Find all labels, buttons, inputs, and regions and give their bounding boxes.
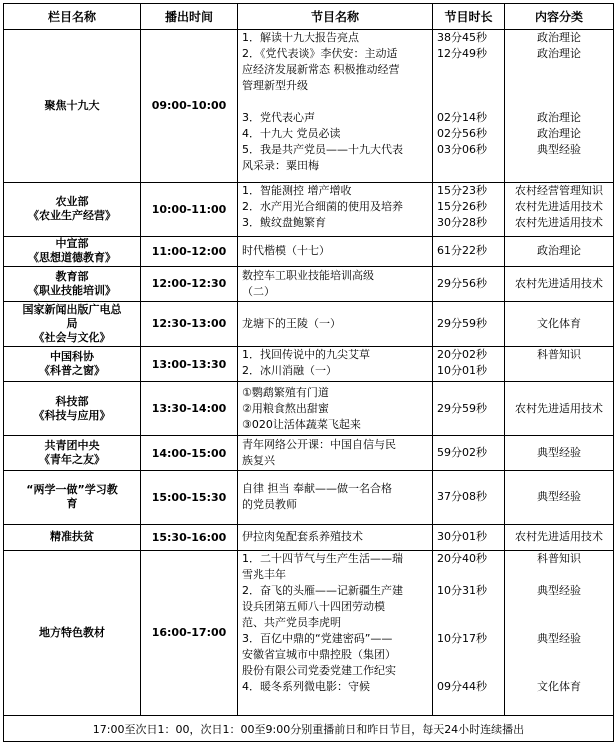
column-name-line: 育	[66, 497, 78, 511]
category-cell	[505, 182, 614, 236]
category-value: 科普知识	[537, 551, 581, 565]
program-line: 1．智能测控 增产增收	[242, 183, 352, 197]
duration-cell	[433, 471, 505, 525]
header-duration: 节目时长	[433, 4, 505, 30]
column-name-cell	[4, 301, 141, 346]
broadcast-time-cell: 12:30-13:00	[141, 301, 238, 346]
program-line: 4．暖冬系列微电影：守候	[242, 679, 370, 693]
column-name-cell	[4, 236, 141, 266]
program-line: ③020让活体蔬菜飞起来	[242, 417, 361, 431]
column-name-cell	[4, 266, 141, 301]
category-value: 文化体育	[537, 679, 581, 693]
duration-value	[437, 567, 500, 583]
category-value	[509, 62, 609, 78]
duration-value: 29分56秒	[437, 276, 487, 290]
program-line: ①鹦鹉繁殖有门道	[242, 385, 329, 399]
column-name-line: 《职业技能培训》	[28, 283, 116, 297]
footer-row	[4, 716, 614, 742]
program-line: 雪兆丰年	[242, 567, 286, 581]
program-name-cell	[238, 550, 433, 715]
category-cell	[505, 471, 614, 525]
duration-value: 38分45秒	[437, 31, 487, 44]
header-category: 内容分类	[505, 4, 614, 30]
column-name-cell	[4, 471, 141, 525]
duration-value: 10分01秒	[437, 364, 487, 378]
table-row	[4, 471, 614, 525]
duration-cell	[433, 524, 505, 550]
category-cell	[505, 236, 614, 266]
column-name-line: 《科技与应用》	[33, 408, 111, 422]
column-name-line: 科技部	[55, 394, 89, 408]
duration-cell	[433, 236, 505, 266]
duration-value: 37分08秒	[437, 490, 487, 504]
duration-cell	[433, 347, 505, 382]
column-name-cell	[4, 435, 141, 470]
duration-value: 29分59秒	[437, 401, 487, 415]
duration-value: 30分28秒	[437, 215, 487, 229]
table-row	[4, 182, 614, 236]
program-line: 龙塘下的王陵（一）	[242, 316, 341, 330]
duration-value	[437, 62, 500, 78]
broadcast-time-cell: 13:30-14:00	[141, 382, 238, 436]
category-value: 典型经验	[537, 631, 581, 645]
category-value: 政治理论	[537, 111, 581, 124]
column-name-cell	[4, 524, 141, 550]
category-value	[509, 158, 609, 174]
broadcast-time-cell: 11:00-12:00	[141, 236, 238, 266]
category-value: 典型经验	[537, 446, 581, 460]
category-value: 政治理论	[537, 127, 581, 140]
column-name-cell	[4, 550, 141, 715]
duration-value: 59分02秒	[437, 446, 487, 460]
category-value: 农村先进适用技术	[515, 401, 603, 415]
category-cell	[505, 347, 614, 382]
column-name-line: 《思想道德教育》	[28, 251, 116, 265]
program-name-cell	[238, 347, 433, 382]
duration-cell	[433, 382, 505, 436]
program-line	[242, 94, 428, 110]
category-cell	[505, 266, 614, 301]
duration-cell	[433, 435, 505, 470]
program-name-cell	[238, 382, 433, 436]
column-name-line: “两学一做”学习教	[26, 483, 118, 497]
column-name-line: 农业部	[55, 195, 89, 209]
column-name-line: 《青年之友》	[39, 453, 105, 467]
column-name-line: 精准扶贫	[50, 530, 94, 544]
program-name-cell	[238, 471, 433, 525]
category-value	[509, 615, 609, 631]
broadcast-time-cell: 09:00-10:00	[141, 30, 238, 183]
duration-value	[437, 615, 500, 631]
category-value	[509, 567, 609, 583]
duration-value: 29分59秒	[437, 316, 487, 330]
duration-value: 20分40秒	[437, 551, 487, 565]
broadcast-time-cell: 16:00-17:00	[141, 550, 238, 715]
program-line: 安徽省宣城市中鼎控股（集团）	[242, 647, 396, 661]
program-line: 1．找回传说中的九尖艾草	[242, 348, 370, 362]
duration-value: 09分44秒	[437, 679, 487, 693]
duration-value: 30分01秒	[437, 530, 487, 544]
header-program-name: 节目名称	[238, 4, 433, 30]
program-line: 风采录：粟田梅	[242, 159, 319, 172]
category-cell	[505, 435, 614, 470]
category-cell	[505, 301, 614, 346]
program-line: ②用粮食熬出甜蜜	[242, 401, 329, 415]
category-value: 文化体育	[537, 316, 581, 330]
column-name-line: 地方特色教材	[39, 625, 105, 639]
program-line: 5．我是共产党员——十九大代表	[242, 143, 403, 156]
program-name-cell	[238, 524, 433, 550]
broadcast-time-cell: 10:00-11:00	[141, 182, 238, 236]
program-line: 的党员教师	[242, 498, 297, 512]
schedule-table	[3, 3, 614, 742]
program-name-cell	[238, 301, 433, 346]
category-value	[509, 663, 609, 679]
table-row	[4, 435, 614, 470]
duration-value	[437, 158, 500, 174]
category-value	[509, 599, 609, 615]
duration-value	[437, 94, 500, 110]
duration-value: 20分02秒	[437, 348, 487, 362]
program-name-cell	[238, 266, 433, 301]
program-line: （二）	[242, 284, 275, 298]
table-row	[4, 347, 614, 382]
category-cell	[505, 550, 614, 715]
duration-cell	[433, 550, 505, 715]
program-name-cell	[238, 30, 433, 183]
duration-value	[437, 663, 500, 679]
table-row	[4, 382, 614, 436]
column-name-line: 教育部	[55, 269, 89, 283]
duration-value: 10分17秒	[437, 631, 487, 645]
duration-cell	[433, 266, 505, 301]
program-line: 3．鲅纹盘鲍繁育	[242, 215, 326, 229]
category-value: 农村经营管理知识	[515, 183, 603, 197]
duration-value: 02分14秒	[437, 111, 487, 124]
column-name-line: 国家新闻出版广电总	[22, 302, 122, 316]
program-line: 范、共产党员李虎明	[242, 615, 341, 629]
program-line: 1．二十四节气与生产生活——瑞	[242, 551, 403, 565]
category-value: 典型经验	[537, 143, 581, 156]
category-value	[509, 94, 609, 110]
broadcast-time-cell: 15:30-16:00	[141, 524, 238, 550]
column-name-line: 共青团中央	[44, 439, 100, 453]
header-column-name: 栏目名称	[4, 4, 141, 30]
category-value	[509, 647, 609, 663]
program-line: 股份有限公司党委党建工作纪实	[242, 663, 396, 677]
table-row	[4, 301, 614, 346]
column-name-line: 中国科协	[50, 350, 94, 364]
column-name-cell	[4, 182, 141, 236]
category-cell	[505, 524, 614, 550]
duration-value: 15分26秒	[437, 199, 487, 213]
program-line: 2．冰川消融（一）	[242, 364, 337, 378]
category-value	[509, 78, 609, 94]
program-line: 伊拉肉兔配套系养殖技术	[242, 530, 363, 544]
column-name-line: 《农业生产经营》	[28, 209, 116, 223]
program-line: 应经济发展新常态 积极推动经营	[242, 63, 400, 76]
header-row	[4, 4, 614, 30]
program-line: 3．百亿中鼎的“党建密码”——	[242, 631, 393, 645]
table-row	[4, 550, 614, 715]
category-value: 农村先进适用技术	[515, 215, 603, 229]
category-cell	[505, 30, 614, 183]
column-name-line: 《社会与文化》	[33, 330, 111, 344]
program-name-cell	[238, 182, 433, 236]
duration-value: 15分23秒	[437, 183, 487, 197]
program-line: 自律 担当 奉献——做一名合格	[242, 482, 392, 496]
program-line: 2．水产用光合细菌的使用及培养	[242, 199, 403, 213]
column-name-line: 聚焦十九大	[44, 98, 100, 112]
duration-value	[437, 78, 500, 94]
program-line: 2．《党代表谈》李伏安：主动适	[242, 47, 398, 60]
category-value: 农村先进适用技术	[515, 530, 603, 544]
table-row	[4, 30, 614, 183]
duration-value	[437, 599, 500, 615]
broadcast-time-cell: 12:00-12:30	[141, 266, 238, 301]
column-name-cell	[4, 30, 141, 183]
category-value: 政治理论	[537, 47, 581, 60]
column-name-line: 局	[66, 316, 78, 330]
footer-note: 17:00至次日1：00，次日1：00至9:00分别重播前日和昨日节目，每天24小时连续播出	[4, 716, 614, 742]
program-name-cell	[238, 435, 433, 470]
program-line: 管理新型升级	[242, 79, 308, 92]
program-line: 4．十九大 党员必读	[242, 127, 341, 140]
category-value: 典型经验	[537, 490, 581, 504]
duration-cell	[433, 182, 505, 236]
table-row	[4, 524, 614, 550]
duration-value: 03分06秒	[437, 143, 487, 156]
column-name-line: 中宣部	[55, 237, 89, 251]
category-value: 农村先进适用技术	[515, 199, 603, 213]
header-broadcast-time: 播出时间	[141, 4, 238, 30]
category-value: 科普知识	[537, 348, 581, 362]
program-line: 族复兴	[242, 454, 275, 468]
column-name-line: 《科普之窗》	[39, 364, 105, 378]
program-line: 2．奋飞的头雁——记新疆生产建	[242, 583, 403, 597]
broadcast-time-cell: 13:00-13:30	[141, 347, 238, 382]
duration-cell	[433, 301, 505, 346]
program-name-cell	[238, 236, 433, 266]
program-line: 设兵团第五师八十四团劳动模	[242, 599, 385, 613]
program-line: 数控车工职业技能培训高级	[242, 268, 374, 282]
category-value: 典型经验	[537, 583, 581, 597]
table-row	[4, 266, 614, 301]
category-value: 政治理论	[537, 244, 581, 258]
duration-value: 61分22秒	[437, 244, 487, 258]
category-value: 农村先进适用技术	[515, 276, 603, 290]
broadcast-time-cell: 14:00-15:00	[141, 435, 238, 470]
program-line: 3．党代表心声	[242, 111, 315, 124]
category-value: 政治理论	[537, 31, 581, 44]
broadcast-time-cell: 15:00-15:30	[141, 471, 238, 525]
category-cell	[505, 382, 614, 436]
program-line: 青年网络公开课：中国自信与民	[242, 438, 396, 452]
column-name-cell	[4, 347, 141, 382]
table-row	[4, 236, 614, 266]
duration-cell	[433, 30, 505, 183]
duration-value	[437, 647, 500, 663]
program-line: 1．解读十九大报告亮点	[242, 31, 359, 44]
program-line: 时代楷模（十七）	[242, 244, 330, 258]
duration-value: 10分31秒	[437, 583, 487, 597]
duration-value: 12分49秒	[437, 47, 487, 60]
duration-value: 02分56秒	[437, 127, 487, 140]
column-name-cell	[4, 382, 141, 436]
